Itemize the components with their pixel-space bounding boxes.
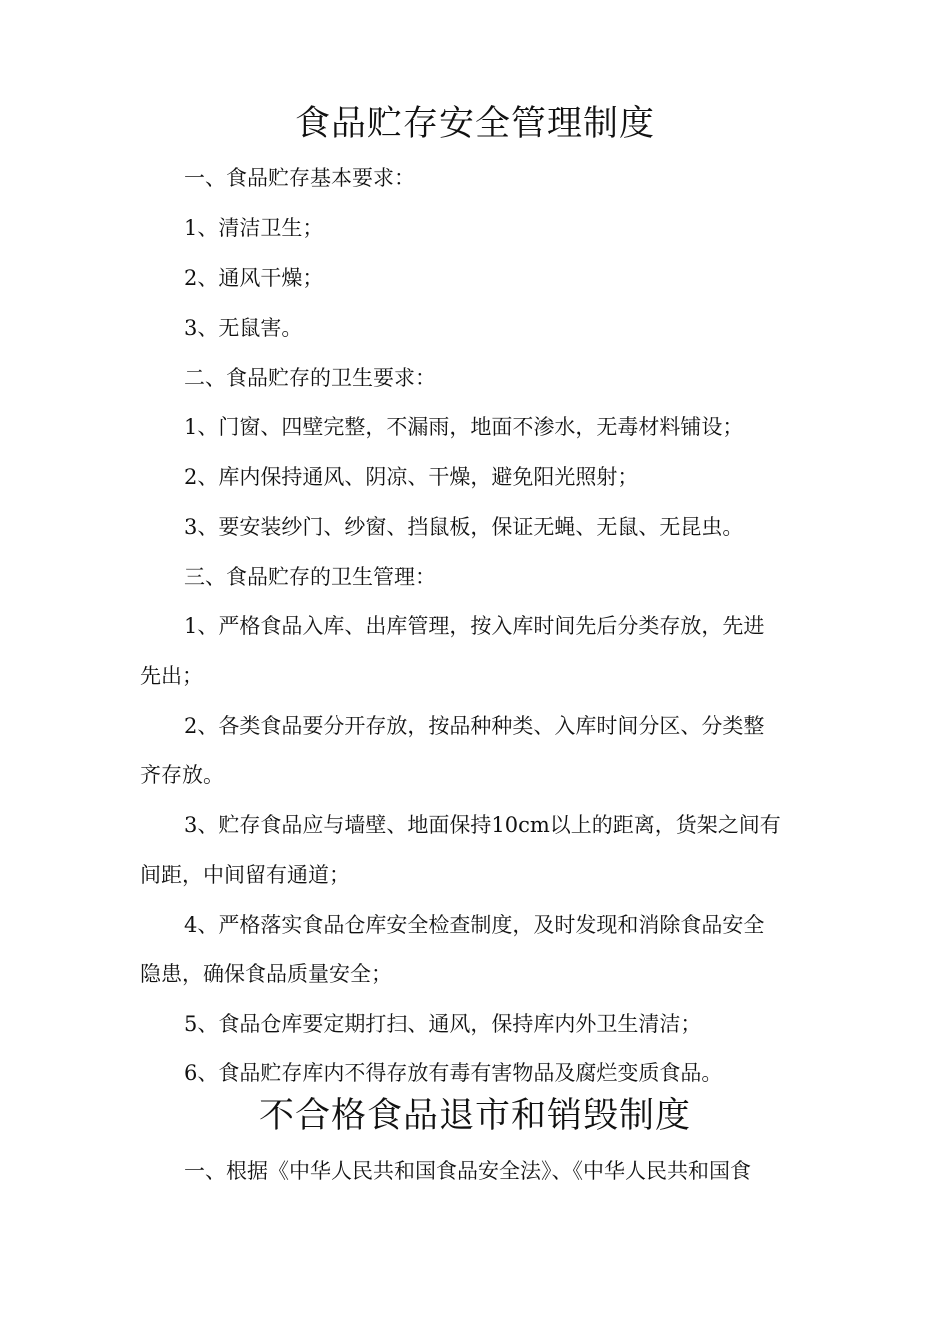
list-item-continuation: 间距，中间留有通道； xyxy=(140,863,350,887)
section-heading: 二、食品贮存的卫生要求： xyxy=(184,366,436,390)
second-document-title: 不合格食品退市和销毁制度 xyxy=(258,1096,691,1136)
document-title: 食品贮存安全管理制度 xyxy=(294,104,655,144)
list-item-continuation: 先出； xyxy=(140,664,203,688)
list-item: 1、严格食品入库、出库管理，按入库时间先后分类存放，先进 xyxy=(184,614,765,638)
list-item: 3、无鼠害。 xyxy=(184,316,303,340)
list-item: 2、库内保持通风、阴凉、干燥，避免阳光照射； xyxy=(184,465,639,489)
list-item: 6、食品贮存库内不得存放有毒有害物品及腐烂变质食品。 xyxy=(184,1061,723,1085)
section-heading: 一、食品贮存基本要求： xyxy=(184,166,415,190)
paragraph-first-line: 一、根据《中华人民共和国食品安全法》、《中华人民共和国食 xyxy=(184,1159,751,1183)
list-item: 2、各类食品要分开存放，按品种种类、入库时间分区、分类整 xyxy=(184,714,765,738)
list-item-continuation: 隐患，确保食品质量安全； xyxy=(140,962,392,986)
list-item: 3、贮存食品应与墙壁、地面保持10cm以上的距离，货架之间有 xyxy=(184,813,781,837)
list-item: 4、严格落实食品仓库安全检查制度，及时发现和消除食品安全 xyxy=(184,913,765,937)
list-item: 2、通风干燥； xyxy=(184,266,324,290)
list-item: 5、食品仓库要定期打扫、通风，保持库内外卫生清洁； xyxy=(184,1012,702,1036)
list-item: 1、清洁卫生； xyxy=(184,216,324,240)
list-item: 3、要安装纱门、纱窗、挡鼠板，保证无蝇、无鼠、无昆虫。 xyxy=(184,515,744,539)
list-item-continuation: 齐存放。 xyxy=(140,763,224,787)
list-item: 1、门窗、四壁完整，不漏雨，地面不渗水，无毒材料铺设； xyxy=(184,415,744,439)
section-heading: 三、食品贮存的卫生管理： xyxy=(184,565,436,589)
